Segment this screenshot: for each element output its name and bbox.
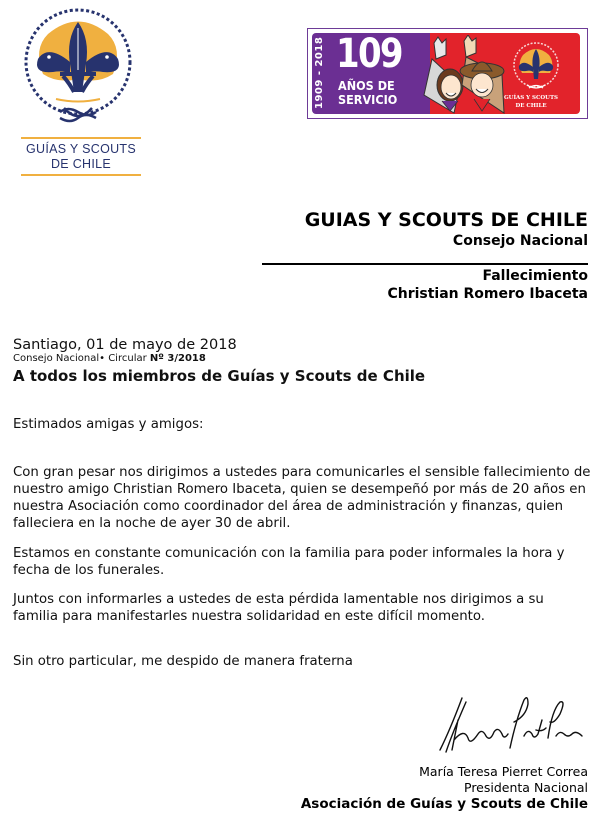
subject-line-2: Christian Romero Ibaceta bbox=[387, 286, 588, 302]
logo-text-line2: DE CHILE bbox=[50, 157, 112, 171]
banner-number: 109 bbox=[336, 31, 402, 77]
circular-prefix: Consejo Nacional• Circular bbox=[13, 353, 150, 364]
circular-number: Nº 3/2018 bbox=[149, 353, 206, 364]
logo-rule-bottom bbox=[21, 174, 141, 176]
logo-text-line1: GUÍAS Y SCOUTS bbox=[25, 142, 137, 156]
signer-role: Presidenta Nacional bbox=[464, 780, 588, 795]
subject-line-1: Fallecimiento bbox=[482, 268, 588, 284]
place-date: Santiago, 01 de mayo de 2018 bbox=[13, 337, 237, 353]
header-divider bbox=[262, 263, 588, 265]
circular-reference bbox=[13, 353, 206, 365]
paragraph-3: Juntos con informarles a ustedes de esta pérdida lamentable nos dirigimos a su familia para manifestarles nuestra solidaridad en este difícil momento. bbox=[13, 592, 544, 624]
paragraph-1: Con gran pesar nos dirigimos a ustedes para comunicarles el sensible fallecimiento de nuestro amigo Christian Romero Ibaceta, quien se desempeñó por más de 20 años en nuestra Asociación como coordinador del área de administración y finanzas, quien falleciera en la noche de ayer 30 de abril. bbox=[13, 465, 591, 531]
anniversary-banner bbox=[307, 28, 588, 119]
banner-mini-logo-icon bbox=[505, 39, 567, 95]
banner-text bbox=[338, 79, 397, 107]
handwritten-signature-icon bbox=[432, 690, 587, 760]
council-name: Consejo Nacional bbox=[452, 233, 588, 249]
banner-years: 1909 - 2018 bbox=[314, 36, 325, 110]
addressee: A todos los miembros de Guías y Scouts de Chile bbox=[13, 367, 426, 385]
paragraph-2: Estamos en constante comunicación con la familia para poder informales la hora y fecha de los funerales. bbox=[13, 546, 565, 578]
closing: Sin otro particular, me despido de manera fraterna bbox=[13, 654, 353, 669]
organization-title: GUIAS Y SCOUTS DE CHILE bbox=[304, 209, 588, 231]
guias-scouts-logo bbox=[8, 4, 148, 182]
greeting: Estimados amigas y amigos: bbox=[13, 417, 204, 432]
banner-org-line1: GUÍAS Y SCOUTS bbox=[503, 95, 559, 101]
logo-rule-top bbox=[21, 137, 141, 139]
banner-text-line2: SERVICIO bbox=[338, 92, 398, 107]
signer-organization: Asociación de Guías y Scouts de Chile bbox=[300, 796, 588, 812]
signer-name: María Teresa Pierret Correa bbox=[419, 764, 588, 779]
banner-org-line2: DE CHILE bbox=[515, 103, 547, 109]
banner-text-line1: AÑOS DE bbox=[338, 78, 395, 93]
fleur-de-lis-emblem-icon bbox=[8, 4, 148, 134]
banner-purple-panel bbox=[312, 33, 430, 114]
